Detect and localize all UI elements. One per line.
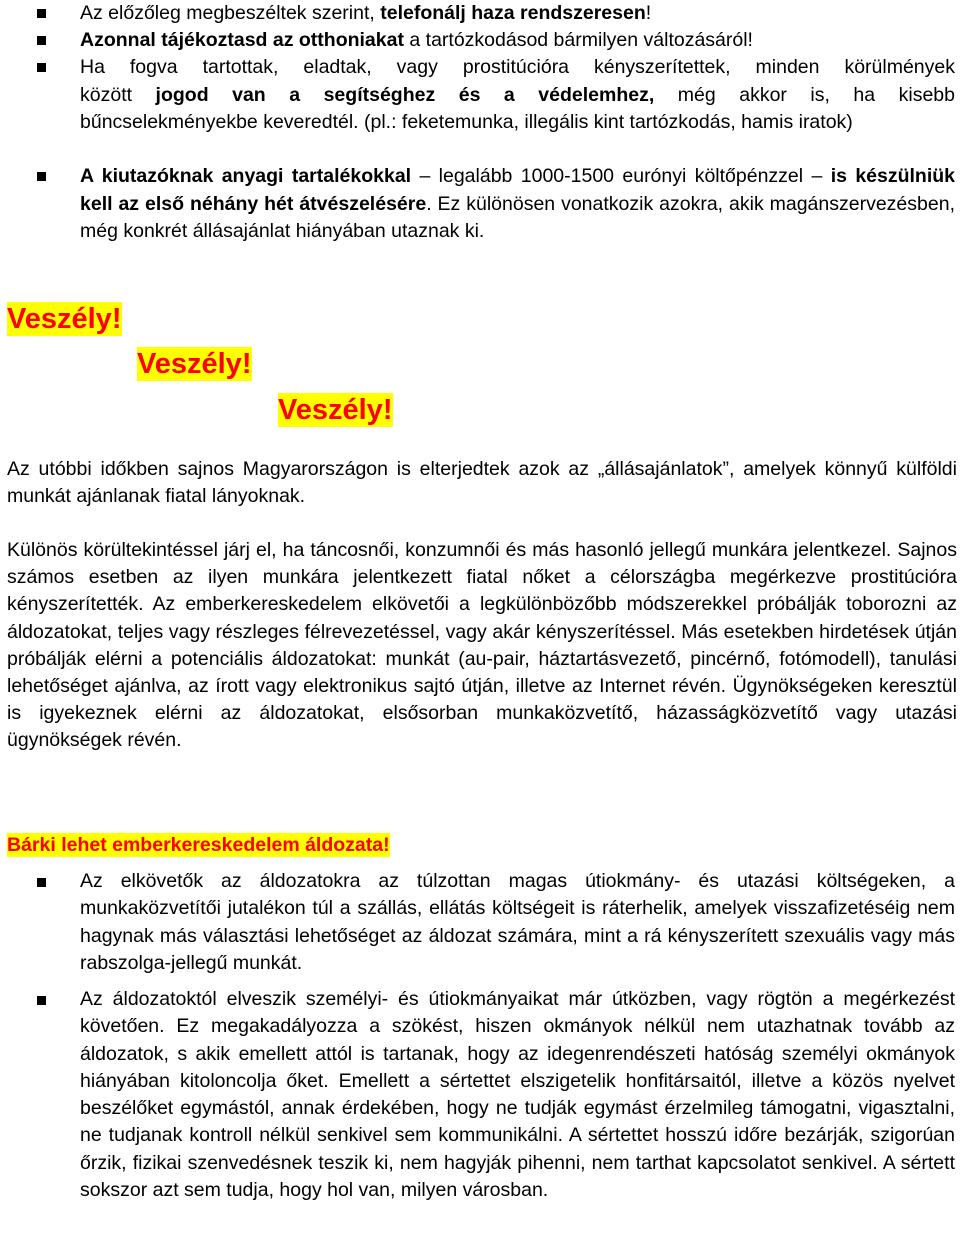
- paragraph: Az utóbbi időkben sajnos Magyarországon is elterjedtek azok az „állásajánlatok”, amelyek könnyű külföldi munkát ajánlanak fiatal lányoknak.: [7, 458, 957, 508]
- warning-text: Veszély!: [7, 303, 122, 335]
- square-bullet-icon: [37, 878, 46, 887]
- paragraph: Különös körültekintéssel járj el, ha táncosnői, konzumnői és más hasonló jellegű munkára jelentkezel. Sajnos számos esetben az ilyen munkára jelentkezett fiatal nőket a célországba megérkezve prostitúcióra kényszerítették. Az emberkereskedelem elkövetői a legkülönbözőbb módszerekkel próbálják toborozni az áldozatokat, teljes vagy részleges félrevezetéssel, vagy akár kényszerítéssel. Más esetekben hirdetések útján próbálják elérni a potenciális áldozatokat: munkát (au-pair, háztartásvezető, pincérnő, fotómodell), tanulási lehetőséget ajánlva, az írott vagy elektronikus sajtó útján, illetve az Internet révén. Ügynökségeken keresztül is igyekeznek elérni az áldozatokat, elsősorban munkaközvetítő, házasságközvetítő vagy utazási ügynökségek révén.: [7, 539, 957, 752]
- list-item: Azonnal tájékoztasd az otthoniakat a tartózkodásod bármilyen változásáról!: [37, 27, 955, 55]
- warning-text: Veszély!: [278, 394, 393, 426]
- square-bullet-icon: [37, 172, 46, 181]
- square-bullet-icon: [37, 9, 46, 18]
- list-item: A kiutazóknak anyagi tartalékokkal – legalább 1000-1500 eurónyi költőpénzzel – is készülniük kell az első néhány hét átvészelésére. Ez különösen vonatkozik azokra, akik magánszervezésben, még konkrét állásajánlat hiányában utaznak ki.: [37, 163, 955, 246]
- square-bullet-icon: [37, 996, 46, 1005]
- list-item: Az áldozatoktól elveszik személyi- és útiokmányaikat már útközben, vagy rögtön a megérkezést követően. Ez megakadályozza a szökést, hiszen okmányok nélkül nem utazhatnak tovább az áldozatok, s akik emellett attól is tartanak, hogy az idegenrendészeti hatóság személyi okmányok hiányában kitoloncolja őket. Emellett a sértettet elszigetelik honfitársaitól, illetve a közös nyelvet beszélőket egymástól, annak érdekében, hogy ne tudják egymást érzelmileg támogatni, vigasztalni, ne tudjanak kontroll nélkül senkivel sem kommunikálni. A sértettet hosszú időre bezárják, szigorúan őrzik, fizikai szenvedésnek teszik ki, nem hagyják pihenni, nem tarthat kapcsolatot senkivel. A sértett sokszor azt sem tudja, hogy hol van, milyen városban.: [37, 986, 955, 1204]
- list-item: Ha fogva tartottak, eladtak, vagy prostitúcióra kényszerítettek, minden körülmények között jogod van a segítséghez és a védelemhez, még akkor is, ha kisebb bűncselekményekbe keveredtél. (pl.: feketemunka, illegális kint tartózkodás, hamis iratok): [37, 54, 955, 137]
- section-heading: Bárki lehet emberkereskedelem áldozata!: [7, 834, 390, 856]
- warning-text: Veszély!: [137, 348, 252, 380]
- list-item: Az előzőleg megbeszéltek szerint, telefonálj haza rendszeresen!: [37, 0, 955, 28]
- list-item: Az elkövetők az áldozatokra az túlzottan magas útiokmány- és utazási költségeken, a munkaközvetítői jutalékon túl a szállás, ellátás költségeit is ráterhelik, amelyek visszafizetéséig nem hagynak más választási lehetőséget az áldozat számára, mint a rá kényszerített szexuális vagy más rabszolga-jellegű munkát.: [37, 868, 955, 977]
- square-bullet-icon: [37, 36, 46, 45]
- square-bullet-icon: [37, 63, 46, 72]
